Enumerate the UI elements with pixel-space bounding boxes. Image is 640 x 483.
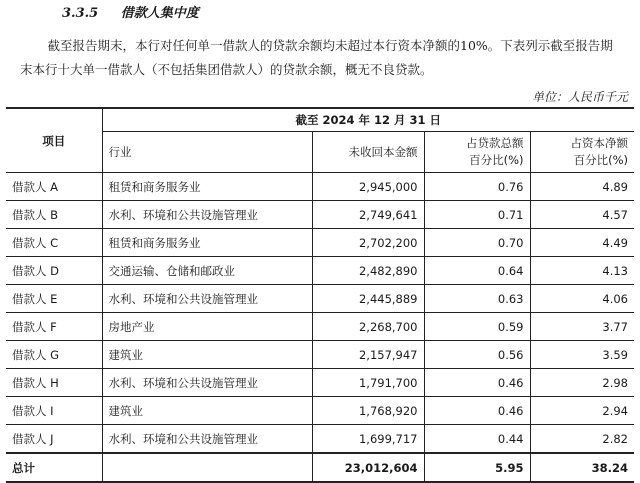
column-header-cap-pct: [530, 132, 634, 173]
borrower-amount: 2,268,700: [312, 313, 424, 341]
borrower-amount: 2,749,641: [312, 201, 424, 229]
borrower-amount: 1,791,700: [312, 369, 424, 397]
borrower-loan-pct: 0.70: [424, 229, 530, 257]
section-number: 3.3.5: [62, 6, 99, 21]
borrower-name: 借款人 J: [6, 425, 102, 454]
borrower-loan-pct: 0.46: [424, 397, 530, 425]
borrower-cap-pct: 4.49: [530, 229, 634, 257]
total-label: 总计: [6, 453, 102, 482]
total-industry-blank: [102, 453, 312, 482]
total-cap-pct: 38.24: [530, 453, 634, 482]
table-total-row: [6, 453, 634, 482]
borrower-loan-pct: 0.63: [424, 285, 530, 313]
borrower-cap-pct: 2.94: [530, 397, 634, 425]
borrower-industry: 建筑业: [102, 397, 312, 425]
paragraph-line-1: 截至报告期末，本行对任何单一借款人的贷款余额均未超过本行资本净额的10%。下表列示截至报告期: [47, 38, 613, 53]
borrower-loan-pct: 0.46: [424, 369, 530, 397]
borrower-industry: 房地产业: [102, 313, 312, 341]
table-row: [6, 341, 634, 369]
borrower-industry: 水利、环境和公共设施管理业: [102, 201, 312, 229]
borrower-name: 借款人 I: [6, 397, 102, 425]
paragraph-line-2: 末本行十大单一借款人（不包括集团借款人）的贷款余额，概无不良贷款。: [20, 62, 433, 77]
column-header-loan-pct-line1: 占贷款总额: [466, 136, 524, 150]
borrower-name: 借款人 D: [6, 257, 102, 285]
table-row: [6, 313, 634, 341]
borrower-industry: 水利、环境和公共设施管理业: [102, 369, 312, 397]
borrower-industry: 租赁和商务服务业: [102, 173, 312, 201]
borrower-loan-pct: 0.71: [424, 201, 530, 229]
column-header-loan-pct: [424, 132, 530, 173]
intro-paragraph: [20, 34, 632, 82]
borrower-name: 借款人 H: [6, 369, 102, 397]
column-header-cap-pct-line1: 占资本净额: [570, 136, 628, 150]
borrower-cap-pct: 2.82: [530, 425, 634, 454]
column-header-amount: 未收回本金额: [312, 132, 424, 173]
borrower-name: 借款人 E: [6, 285, 102, 313]
borrower-loan-pct: 0.56: [424, 341, 530, 369]
borrower-amount: 1,768,920: [312, 397, 424, 425]
borrower-name: 借款人 F: [6, 313, 102, 341]
borrower-industry: 水利、环境和公共设施管理业: [102, 425, 312, 454]
borrower-industry: 建筑业: [102, 341, 312, 369]
borrower-amount: 2,157,947: [312, 341, 424, 369]
column-header-item: 项目: [6, 108, 102, 173]
table-row: [6, 229, 634, 257]
borrower-name: 借款人 B: [6, 201, 102, 229]
borrower-amount: 1,699,717: [312, 425, 424, 454]
borrower-name: 借款人 C: [6, 229, 102, 257]
table-row: [6, 425, 634, 454]
borrower-industry: 租赁和商务服务业: [102, 229, 312, 257]
borrower-industry: 水利、环境和公共设施管理业: [102, 285, 312, 313]
borrower-cap-pct: 4.89: [530, 173, 634, 201]
borrower-loan-pct: 0.59: [424, 313, 530, 341]
table-row: [6, 285, 634, 313]
borrower-cap-pct: 4.13: [530, 257, 634, 285]
section-title: 借款人集中度: [120, 6, 199, 21]
column-header-cap-pct-line2: 百分比(%): [573, 153, 628, 167]
borrower-loan-pct: 0.44: [424, 425, 530, 454]
borrower-cap-pct: 2.98: [530, 369, 634, 397]
borrower-name: 借款人 A: [6, 173, 102, 201]
borrower-cap-pct: 3.77: [530, 313, 634, 341]
borrower-loan-pct: 0.76: [424, 173, 530, 201]
borrower-industry: 交通运输、仓储和邮政业: [102, 257, 312, 285]
borrower-cap-pct: 4.06: [530, 285, 634, 313]
table-row: [6, 257, 634, 285]
borrower-concentration-table: [6, 107, 634, 483]
table-row: [6, 397, 634, 425]
column-header-industry: 行业: [102, 132, 312, 173]
table-row: [6, 173, 634, 201]
total-loan-pct: 5.95: [424, 453, 530, 482]
total-amount: 23,012,604: [312, 453, 424, 482]
section-heading: [62, 2, 199, 21]
borrower-cap-pct: 3.59: [530, 341, 634, 369]
unit-label: 单位：人民币千元: [531, 90, 628, 104]
borrower-name: 借款人 G: [6, 341, 102, 369]
column-header-loan-pct-line2: 百分比(%): [469, 153, 524, 167]
table-row: [6, 201, 634, 229]
table-header-date-row: [6, 108, 634, 132]
borrower-cap-pct: 4.57: [530, 201, 634, 229]
borrower-amount: 2,445,889: [312, 285, 424, 313]
borrower-amount: 2,482,890: [312, 257, 424, 285]
borrower-amount: 2,702,200: [312, 229, 424, 257]
borrower-loan-pct: 0.64: [424, 257, 530, 285]
borrower-amount: 2,945,000: [312, 173, 424, 201]
table-row: [6, 369, 634, 397]
column-header-date: 截至 2024 年 12 月 31 日: [102, 108, 634, 132]
